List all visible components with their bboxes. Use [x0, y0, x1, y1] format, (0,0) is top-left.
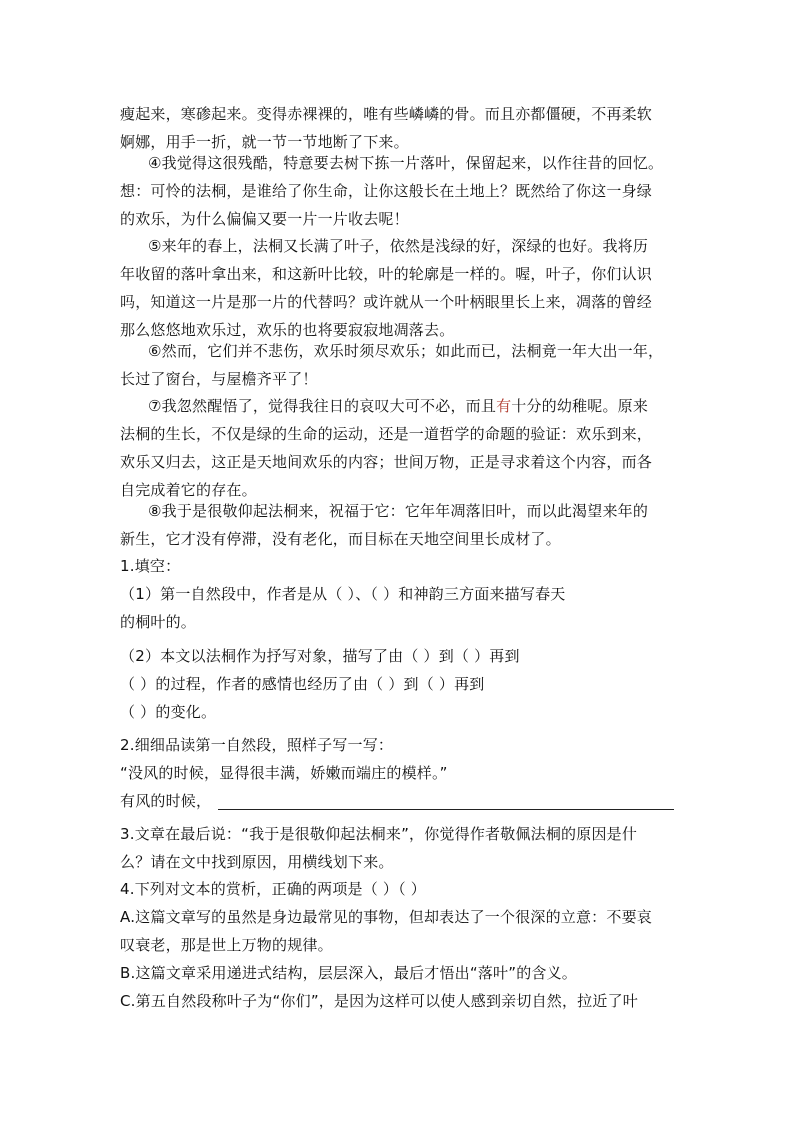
text-line: 长过了窗台，与屋檐齐平了！: [120, 370, 318, 388]
text-line: 吗，知道这一片是那一片的代替吗？或许就从一个叶柄眼里长上来，凋落的曾经: [120, 293, 653, 311]
text-segment: 十分的幼稚呢。原来: [511, 397, 649, 415]
option-b: B.这篇文章采用递进式结构，层层深入，最后才悟出“落叶”的含义。: [120, 964, 578, 982]
question-1-heading: 1.填空：: [120, 557, 181, 575]
paragraph-8-line: ⑧我于是很敬仰起法桐来，祝福于它：它年年凋落旧叶，而以此渴望来年的: [148, 502, 649, 520]
answer-prompt: 有风的时候，: [120, 792, 212, 810]
paragraph-5-line: ⑤来年的春上，法桐又长满了叶子，依然是浅绿的好，深绿的也好。我将历: [148, 237, 649, 255]
text-line: 年收留的落叶拿出来，和这新叶比较，叶的轮廓是一样的。喔，叶子，你们认识: [120, 265, 653, 283]
question-3: 3.文章在最后说：“我于是很敬仰起法桐来”，你觉得作者敬佩法桐的原因是什: [120, 825, 638, 843]
text-line: 法桐的生长，不仅是绿的生命的运动，还是一道哲学的命题的验证：欢乐到来，: [120, 425, 653, 443]
text-line: 那么悠悠地欢乐过，欢乐的也将要寂寂地凋落去。: [120, 321, 455, 339]
question-1-1: （1）第一自然段中，作者是从（ ）、（ ）和神韵三方面来描写春天: [120, 585, 566, 603]
text-line: 么？请在文中找到原因，用横线划下来。: [120, 853, 394, 871]
paragraph-6-line: ⑥然而，它们并不悲伤，欢乐时须尽欢乐；如此而已，法桐竟一年大出一年，: [148, 342, 664, 360]
text-line: 的桐叶的。: [120, 613, 197, 631]
paragraph-4-line: ④我觉得这很残酷，特意要去树下拣一片落叶，保留起来，以作往昔的回忆。: [148, 154, 664, 172]
text-line: （ ）的过程，作者的感情也经历了由（ ）到（ ）再到: [120, 675, 485, 693]
text-line: 的欢乐，为什么偏偏又要一片一片收去呢！: [120, 210, 409, 228]
question-2-heading: 2.细细品读第一自然段，照样子写一写：: [120, 736, 394, 754]
text-line: 欢乐又归去，这正是天地间欢乐的内容；世间万物，正是寻求着这个内容，而各: [120, 453, 653, 471]
question-4: 4.下列对文本的赏析，正确的两项是（ ）（ ）: [120, 880, 426, 898]
text-segment: ⑦我忽然醒悟了，觉得我往日的哀叹大可不必，而且: [148, 397, 497, 415]
text-line: 婀娜，用手一折，就一节一节地断了下来。: [120, 133, 409, 151]
answer-line[interactable]: [218, 809, 674, 810]
highlighted-char: 有: [496, 397, 512, 415]
text-line: 新生，它才没有停滞，没有老化，而目标在天地空间里长成材了。: [120, 530, 561, 548]
option-c: C.第五自然段称叶子为“你们”，是因为这样可以使人感到亲切自然，拉近了叶: [120, 992, 638, 1010]
text-line: 叹衰老，那是世上万物的规律。: [120, 936, 333, 954]
text-line: 瘦起来，寒碜起来。变得赤裸裸的，唯有些嶙嶙的骨。而且亦都僵硬，不再柔软: [120, 105, 653, 123]
text-line: （ ）的变化。: [120, 703, 217, 721]
paragraph-7-line: [148, 396, 676, 416]
example-sentence: “没风的时候，显得很丰满，娇嫩而端庄的模样。”: [120, 764, 448, 782]
question-1-2: （2）本文以法桐作为抒写对象，描写了由（ ）到（ ）再到: [120, 647, 520, 665]
text-line: 自完成着它的存在。: [120, 481, 257, 499]
option-a: A.这篇文章写的虽然是身边最常见的事物，但却表达了一个很深的立意：不要哀: [120, 908, 652, 926]
text-line: 想：可怜的法桐，是谁给了你生命，让你这般长在土地上？既然给了你这一身绿: [120, 182, 653, 200]
